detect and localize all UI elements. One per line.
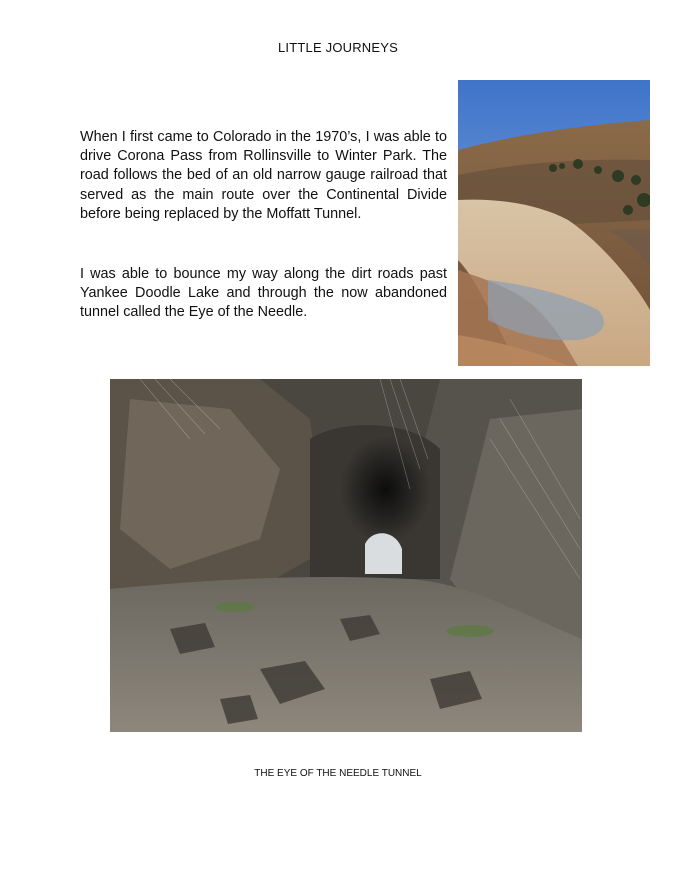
paragraph-1: When I first came to Colorado in the 1970’s, I was able to drive Corona Pass from Rollinsville to Winter Park. The road follows the bed of an old narrow gauge railroad that served as the main route over the Continental Divide before being replaced by the Moffatt Tunnel. [80, 129, 447, 222]
photo-caption: THE EYE OF THE NEEDLE TUNNEL [254, 768, 422, 779]
page-title: LITTLE JOURNEYS [277, 40, 399, 55]
tunnel-photo [110, 379, 582, 732]
mountain-road-photo [458, 80, 650, 366]
paragraph-2: I was able to bounce my way along the dirt roads past Yankee Doodle Lake and through the now abandoned tunnel called the Eye of the Needle. [80, 266, 447, 321]
